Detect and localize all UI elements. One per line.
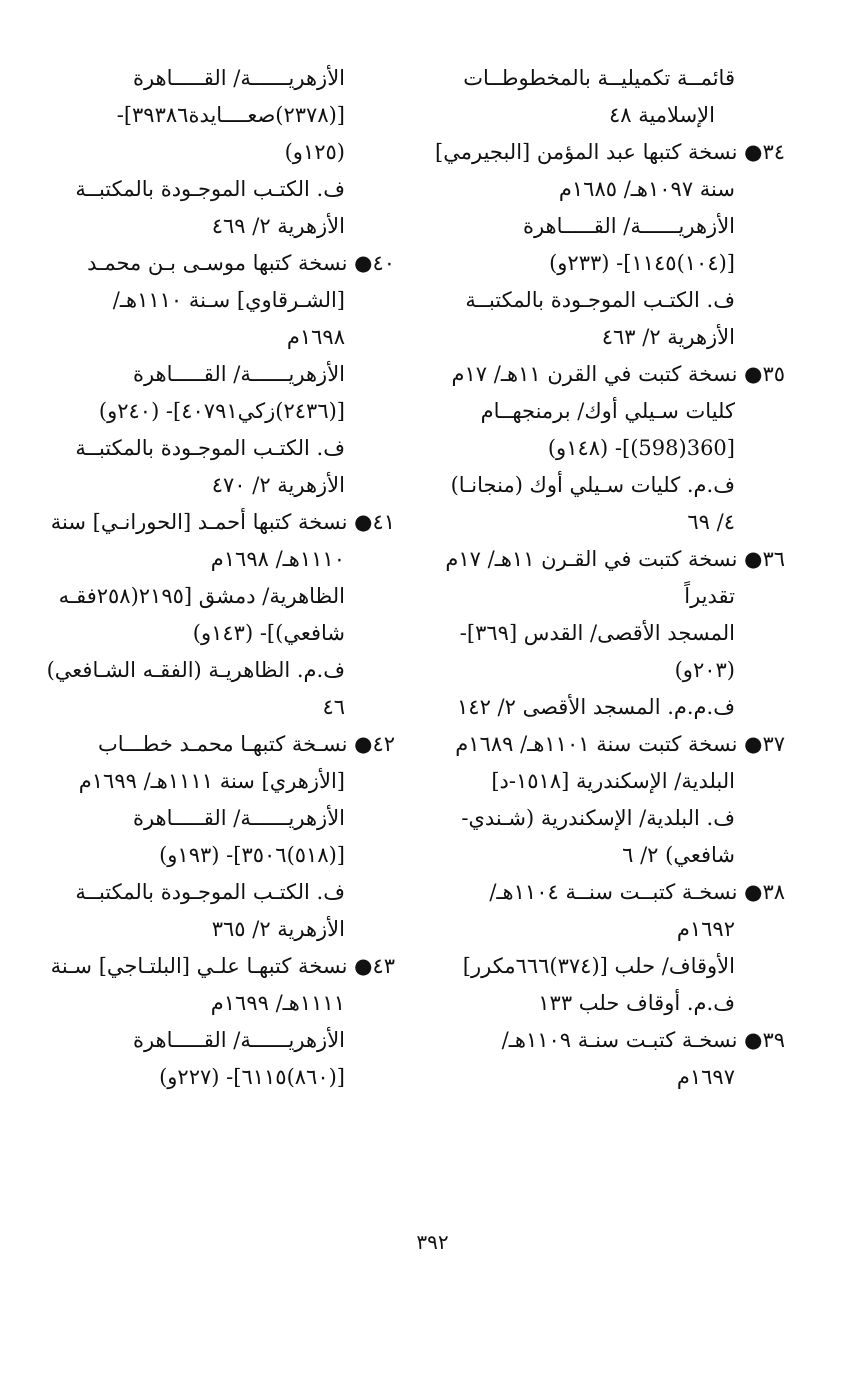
text-line: كليات سـيلي أوك/ برمنجهــام xyxy=(480,399,735,423)
text-line: الأزهريــــــة/ القـــــاهرة xyxy=(132,362,345,386)
text-line: (١٢٥و) xyxy=(284,140,345,164)
text-line: ف.م. كليات سـيلي أوك (منجانـا) xyxy=(450,473,735,497)
text-line: ف.م. الظاهريـة (الفقـه الشـافعي) xyxy=(46,658,345,682)
text-line: [(٢٣٧٨)صعــــايدة٣٩٣٨٦]- xyxy=(116,103,345,127)
text-line: ٤٢● نسـخة كتبهـا محمـد خطـــاب xyxy=(98,732,395,756)
text-line: قائمــة تكميليــة بالمخطوطــات xyxy=(463,66,735,90)
text-line: ٤٠● نسخة كتبها موسـى بـن محمـد xyxy=(87,251,395,275)
text-line: ف.م. أوقاف حلب ١٣٣ xyxy=(538,991,735,1015)
text-line: الأوقاف/ حلب [(٣٧٤)٦٦٦مكرر] xyxy=(462,954,735,978)
text-line: الأزهريــــــة/ القـــــاهرة xyxy=(132,806,345,830)
left-column xyxy=(45,60,395,1096)
text-line: البلدية/ الإسكندرية [١٥١٨-د] xyxy=(491,769,735,793)
text-line: ف. الكتـب الموجـودة بالمكتبــة xyxy=(75,436,345,460)
text-line: ف. الكتـب الموجـودة بالمكتبــة xyxy=(75,880,345,904)
text-line: ١١١٠هـ/ ١٦٩٨م xyxy=(210,547,345,571)
text-line: ٣٤● نسخة كتبها عبد المؤمن [البجيرمي] xyxy=(435,140,785,164)
text-line: الأزهريــــــة/ القـــــاهرة xyxy=(132,1028,345,1052)
text-line: ف.م.م. المسجد الأقصى ٢/ ١٤٢ xyxy=(457,695,735,719)
text-line: [(٨٦٠)٦١١٥]- (٢٢٧و) xyxy=(159,1065,345,1089)
text-line: ٣٨● نسخـة كتبــت سنــة ١١٠٤هـ/ xyxy=(489,880,785,904)
text-line: ٤٦ xyxy=(322,695,345,719)
text-line: ٤/ ٦٩ xyxy=(687,510,735,534)
text-line: (٢٠٣و) xyxy=(674,658,735,682)
text-line: ١١١١هـ/ ١٦٩٩م xyxy=(210,991,345,1015)
text-line: الأزهرية ٢/ ٣٦٥ xyxy=(211,917,345,941)
text-line: شافعي) ٢/ ٦ xyxy=(622,843,735,867)
text-line: ٣٦● نسخة كتبت في القـرن ١١هـ/ ١٧م xyxy=(445,547,785,571)
text-line: ١٦٩٢م xyxy=(676,917,735,941)
text-line: ٣٩● نسخـة كتبـت سنـة ١١٠٩هـ/ xyxy=(501,1028,785,1052)
text-line: تقديراً xyxy=(684,584,735,608)
text-line: ف. الكتـب الموجـودة بالمكتبــة xyxy=(465,288,735,312)
text-line: ٣٧● نسخة كتبت سنة ١١٠١هـ/ ١٦٨٩م xyxy=(455,732,785,756)
text-line: الظاهرية/ دمشق [٢١٩٥(٢٥٨فقـه xyxy=(58,584,345,608)
text-line: [(٢٤٣٦)زكي٤٠٧٩١]- (٢٤٠و) xyxy=(98,399,345,423)
text-line: ٣٥● نسخة كتبت في القرن ١١هـ/ ١٧م xyxy=(451,362,785,386)
text-line: الإسلامية ٤٨ xyxy=(608,103,715,127)
text-line: ف. البلدية/ الإسكندرية (شـندي- xyxy=(461,806,735,830)
text-line: [(٥١٨)٣٥٠٦]- (١٩٣و) xyxy=(159,843,345,867)
text-line: الأزهرية ٢/ ٤٧٠ xyxy=(211,473,345,497)
text-line: [(١٠٤)١١٤٥]- (٢٣٣و) xyxy=(549,251,735,275)
text-line: الأزهرية ٢/ ٤٦٩ xyxy=(211,214,345,238)
text-line: [الأزهري] سنة ١١١١هـ/ ١٦٩٩م xyxy=(78,769,345,793)
text-line: ٤٣● نسخة كتبهـا علـي [البلتـاجي] سـنة xyxy=(50,954,395,978)
text-line: [الشـرقاوي] سـنة ١١١٠هـ/ xyxy=(112,288,345,312)
text-line: ٤١● نسخة كتبها أحمـد [الحورانـي] سنة xyxy=(50,510,395,534)
text-line: المسجد الأقصى/ القدس [٣٦٩]- xyxy=(459,621,735,645)
text-line: الأزهريــــــة/ القـــــاهرة xyxy=(522,214,735,238)
text-line: ١٦٩٨م xyxy=(286,325,345,349)
text-line: [360(598)]- (١٤٨و) xyxy=(547,436,735,460)
page-number: ٣٩٢ xyxy=(416,1230,449,1254)
text-line: سنة ١٠٩٧هـ/ ١٦٨٥م xyxy=(558,177,735,201)
text-line: ١٦٩٧م xyxy=(676,1065,735,1089)
text-line: الأزهرية ٢/ ٤٦٣ xyxy=(601,325,735,349)
right-column xyxy=(435,60,785,1096)
text-line: ف. الكتـب الموجـودة بالمكتبــة xyxy=(75,177,345,201)
text-line: شافعي)]- (١٤٣و) xyxy=(192,621,345,645)
text-line: الأزهريــــــة/ القـــــاهرة xyxy=(132,66,345,90)
